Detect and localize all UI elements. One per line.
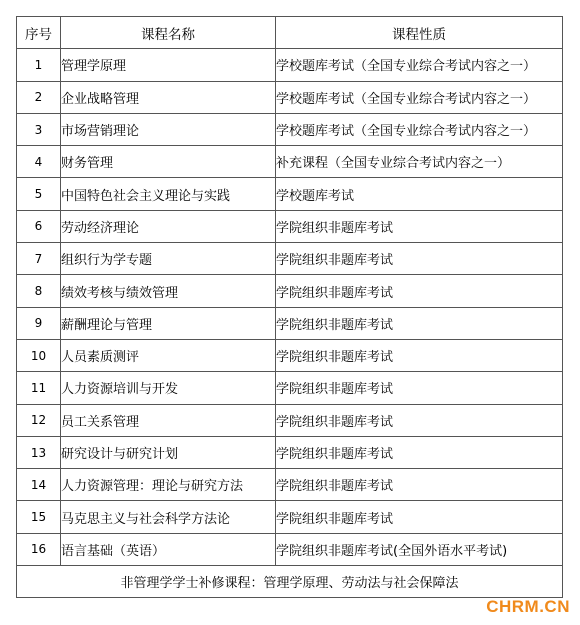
course-name: 语言基础（英语） <box>61 533 276 565</box>
course-name: 研究设计与研究计划 <box>61 436 276 468</box>
course-name: 中国特色社会主义理论与实践 <box>61 178 276 210</box>
row-number: 12 <box>17 404 61 436</box>
course-name: 劳动经济理论 <box>61 210 276 242</box>
table-row <box>17 533 563 565</box>
table-row <box>17 404 563 436</box>
course-type: 学院组织非题库考试(全国外语水平考试) <box>276 533 563 565</box>
row-number: 9 <box>17 307 61 339</box>
row-number: 10 <box>17 339 61 371</box>
row-number: 6 <box>17 210 61 242</box>
header-row <box>17 17 563 49</box>
table-row <box>17 113 563 145</box>
course-type: 学院组织非题库考试 <box>276 404 563 436</box>
course-name: 人力资源管理：理论与研究方法 <box>61 469 276 501</box>
course-type: 学院组织非题库考试 <box>276 436 563 468</box>
course-name: 组织行为学专题 <box>61 243 276 275</box>
course-name: 市场营销理论 <box>61 113 276 145</box>
table-row <box>17 81 563 113</box>
table-row <box>17 210 563 242</box>
course-type: 学院组织非题库考试 <box>276 210 563 242</box>
table-row <box>17 275 563 307</box>
course-type: 学院组织非题库考试 <box>276 275 563 307</box>
course-type: 学校题库考试（全国专业综合考试内容之一） <box>276 81 563 113</box>
row-number: 11 <box>17 372 61 404</box>
course-type: 学院组织非题库考试 <box>276 307 563 339</box>
course-name: 财务管理 <box>61 146 276 178</box>
table-row <box>17 307 563 339</box>
course-name: 人员素质测评 <box>61 339 276 371</box>
row-number: 1 <box>17 49 61 81</box>
watermark-logo: CHRM.CN <box>486 597 570 616</box>
table-row <box>17 501 563 533</box>
row-number: 13 <box>17 436 61 468</box>
course-name: 管理学原理 <box>61 49 276 81</box>
row-number: 15 <box>17 501 61 533</box>
course-name: 人力资源培训与开发 <box>61 372 276 404</box>
row-number: 8 <box>17 275 61 307</box>
table-row <box>17 178 563 210</box>
row-number: 14 <box>17 469 61 501</box>
row-number: 3 <box>17 113 61 145</box>
course-name: 薪酬理论与管理 <box>61 307 276 339</box>
header-course-name: 课程名称 <box>61 17 276 49</box>
course-type: 学院组织非题库考试 <box>276 469 563 501</box>
course-type: 学校题库考试（全国专业综合考试内容之一） <box>276 113 563 145</box>
course-type: 学院组织非题库考试 <box>276 501 563 533</box>
table-row <box>17 243 563 275</box>
course-type: 学校题库考试（全国专业综合考试内容之一） <box>276 49 563 81</box>
table-row <box>17 436 563 468</box>
row-number: 16 <box>17 533 61 565</box>
table-row <box>17 339 563 371</box>
course-name: 员工关系管理 <box>61 404 276 436</box>
course-type: 学院组织非题库考试 <box>276 372 563 404</box>
table-row <box>17 49 563 81</box>
course-type: 学校题库考试 <box>276 178 563 210</box>
footer-row <box>17 566 563 598</box>
course-type: 学院组织非题库考试 <box>276 243 563 275</box>
course-name: 绩效考核与绩效管理 <box>61 275 276 307</box>
row-number: 4 <box>17 146 61 178</box>
row-number: 2 <box>17 81 61 113</box>
footer-note: 非管理学学士补修课程：管理学原理、劳动法与社会保障法 <box>17 566 563 598</box>
course-type: 学院组织非题库考试 <box>276 339 563 371</box>
row-number: 7 <box>17 243 61 275</box>
row-number: 5 <box>17 178 61 210</box>
course-table <box>16 16 563 598</box>
table-body <box>17 49 563 566</box>
header-course-type: 课程性质 <box>276 17 563 49</box>
table-row <box>17 469 563 501</box>
header-no: 序号 <box>17 17 61 49</box>
course-name: 马克思主义与社会科学方法论 <box>61 501 276 533</box>
course-name: 企业战略管理 <box>61 81 276 113</box>
table-row <box>17 372 563 404</box>
course-type: 补充课程（全国专业综合考试内容之一） <box>276 146 563 178</box>
table-row <box>17 146 563 178</box>
